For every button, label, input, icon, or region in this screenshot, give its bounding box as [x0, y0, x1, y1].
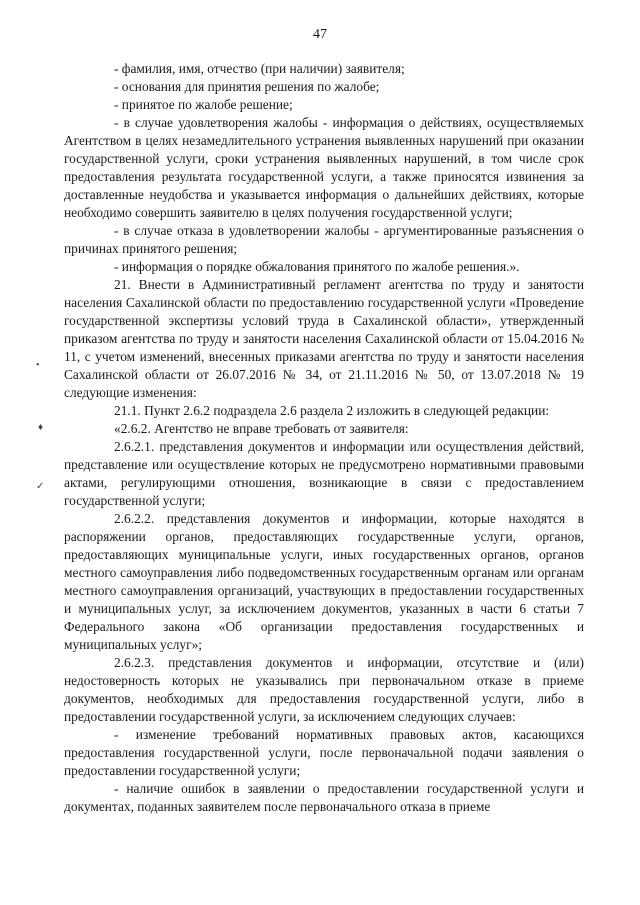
paragraph: 2.6.2.2. представления документов и информации, которые находятся в распоряжении органов, предоставляющих государственные услуги, органов, предоставляющих муниципальные услуги, иных государственных органов, органов местного самоуправления либо подведомственных государственным органам или органам местного самоуправления организаций, участвующих в предоставлении государственных и муниципальных услуг, за исключением документов, указанных в части 6 статьи 7 Федерального закона «Об организации предоставления государственных и муниципальных услуг»; — [64, 511, 584, 652]
margin-mark: ♦ — [38, 422, 44, 433]
paragraph: 21. Внести в Административный регламент агентства по труду и занятости населения Сахалинской области по предоставлению государственной услуги «Проведение государственной экспертизы условий труда в Сахалинской области», утвержденный приказом агентства по труду и занятости населения Сахалинской области от 15.04.2016 № 11, с учетом изменений, внесенных приказами агентства по труду и занятости населения Сахалинской области от 26.07.2016 № 34, от 21.11.2016 № 50, от 13.07.2018 № 19 следующие изменения: — [64, 277, 584, 400]
margin-mark: • — [36, 360, 40, 371]
paragraph: 21.1. Пункт 2.6.2 подраздела 2.6 раздела 2 изложить в следующей редакции: — [114, 403, 550, 418]
paragraph: - принятое по жалобе решение; — [114, 97, 293, 112]
paragraph: «2.6.2. Агентство не вправе требовать от заявителя: — [114, 421, 409, 436]
paragraph: - наличие ошибок в заявлении о предоставлении государственной услуги и документах, поданных заявителем после первоначального отказа в приеме — [64, 781, 584, 814]
paragraph: - информация о порядке обжалования принятого по жалобе решения.». — [114, 259, 520, 274]
paragraph: - в случае удовлетворения жалобы - информация о действиях, осуществляемых Агентством в целях незамедлительного устранения выявленных нарушений при оказании государственной услуги, сроки устранения выявленных нарушений, в том числе срок предоставления результата государственной услуги, а также приносятся извинения за доставленные неудобства и указывается информация о дальнейших действиях, которые необходимо совершить заявителю в целях получения государственной услуги; — [64, 115, 584, 220]
paragraph: - фамилия, имя, отчество (при наличии) заявителя; — [114, 61, 405, 76]
margin-mark: ✓ — [36, 481, 45, 492]
paragraph: 2.6.2.1. представления документов и информации или осуществления действий, представление или осуществление которых не предусмотрено нормативными правовыми актами, регулирующими отношения, возникающие в связи с предоставлением государственной услуги; — [64, 439, 584, 508]
paragraph: - в случае отказа в удовлетворении жалобы - аргументированные разъяснения о причинах принятого решения; — [64, 223, 584, 256]
document-body — [64, 60, 584, 816]
page-number: 47 — [313, 27, 327, 42]
paragraph: 2.6.2.3. представления документов и информации, отсутствие и (или) недостоверность которых не указывались при первоначальном отказе в приеме документов, необходимых для предоставления государственной услуги, либо в предоставлении государственной услуги, за исключением следующих случаев: — [64, 655, 584, 724]
paragraph: - изменение требований нормативных правовых актов, касающихся предоставления государственной услуги, после первоначальной подачи заявления о предоставлении государственной услуги; — [64, 727, 584, 778]
paragraph: - основания для принятия решения по жалобе; — [114, 79, 380, 94]
